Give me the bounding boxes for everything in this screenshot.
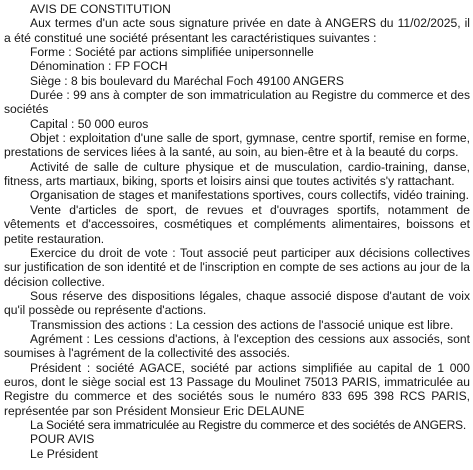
- signature-pour-avis: POUR AVIS: [30, 432, 95, 447]
- paragraph-droit-de-vote: Exercice du droit de vote : Tout associé peut participer aux décisions collectives sur justification de son identité et de l'inscription en compte de ses actions au jour de la décision collective.: [4, 245, 470, 289]
- paragraph-president: Président : société AGACE, société par actions simplifiée au capital de 1 000 euros, dont le siège social est 13 Passage du Moulinet 75013 PARIS, immatriculée au Registre du commerce et des sociétés sous le numéro 833 695 398 RCS PARIS, représentée par son Président Monsieur Eric DELAUNE: [4, 360, 470, 418]
- paragraph-capital: Capital : 50 000 euros: [30, 116, 149, 131]
- paragraph-preamble: Aux termes d'un acte sous signature privée en date à ANGERS du 11/02/2025, il a été constitué une société présentant les caractéristiques suivantes :: [4, 16, 470, 45]
- signature-president: Le Président: [30, 446, 98, 461]
- paragraph-denomination: Dénomination : FP FOCH: [30, 59, 168, 74]
- paragraph-transmission: Transmission des actions : La cession des actions de l'associé unique est libre.: [30, 317, 454, 332]
- notice-title: AVIS DE CONSTITUTION: [30, 2, 171, 16]
- paragraph-duree: Durée : 99 ans à compter de son immatriculation au Registre du commerce et des sociétés: [4, 88, 470, 117]
- paragraph-organisation: Organisation de stages et manifestations sportives, cours collectifs, vidéo training.: [30, 188, 469, 203]
- paragraph-forme: Forme : Société par actions simplifiée unipersonnelle: [30, 45, 314, 60]
- paragraph-activite: Activité de salle de culture physique et de musculation, cardio-training, danse, fitness, arts martiaux, biking, sports et loisirs ainsi que toutes activités s'y rattachant.: [4, 159, 470, 189]
- paragraph-objet: Objet : exploitation d'une salle de sport, gymnase, centre sportif, remise en forme, prestations de services liées à la santé, au soin, au bien-être et à la beauté du corps.: [4, 131, 470, 160]
- paragraph-agrement: Agrément : Les cessions d'actions, à l'exception des cessions aux associés, sont soumises à l'agrément de la collectivité des associés.: [4, 331, 470, 361]
- paragraph-vente: Vente d'articles de sport, de revues et d'ouvrages sportifs, notamment de vêtements et d'accessoires, cosmétiques et compléments alimentaires, boissons et petite restauration.: [4, 202, 470, 246]
- paragraph-immatriculation: La Société sera immatriculée au Registre du commerce et des sociétés de ANGERS.: [30, 417, 466, 432]
- paragraph-siege: Siège : 8 bis boulevard du Maréchal Foch 49100 ANGERS: [30, 73, 344, 88]
- paragraph-voix: Sous réserve des dispositions légales, chaque associé dispose d'autant de voix qu'il possède ou représente d'actions.: [4, 288, 470, 318]
